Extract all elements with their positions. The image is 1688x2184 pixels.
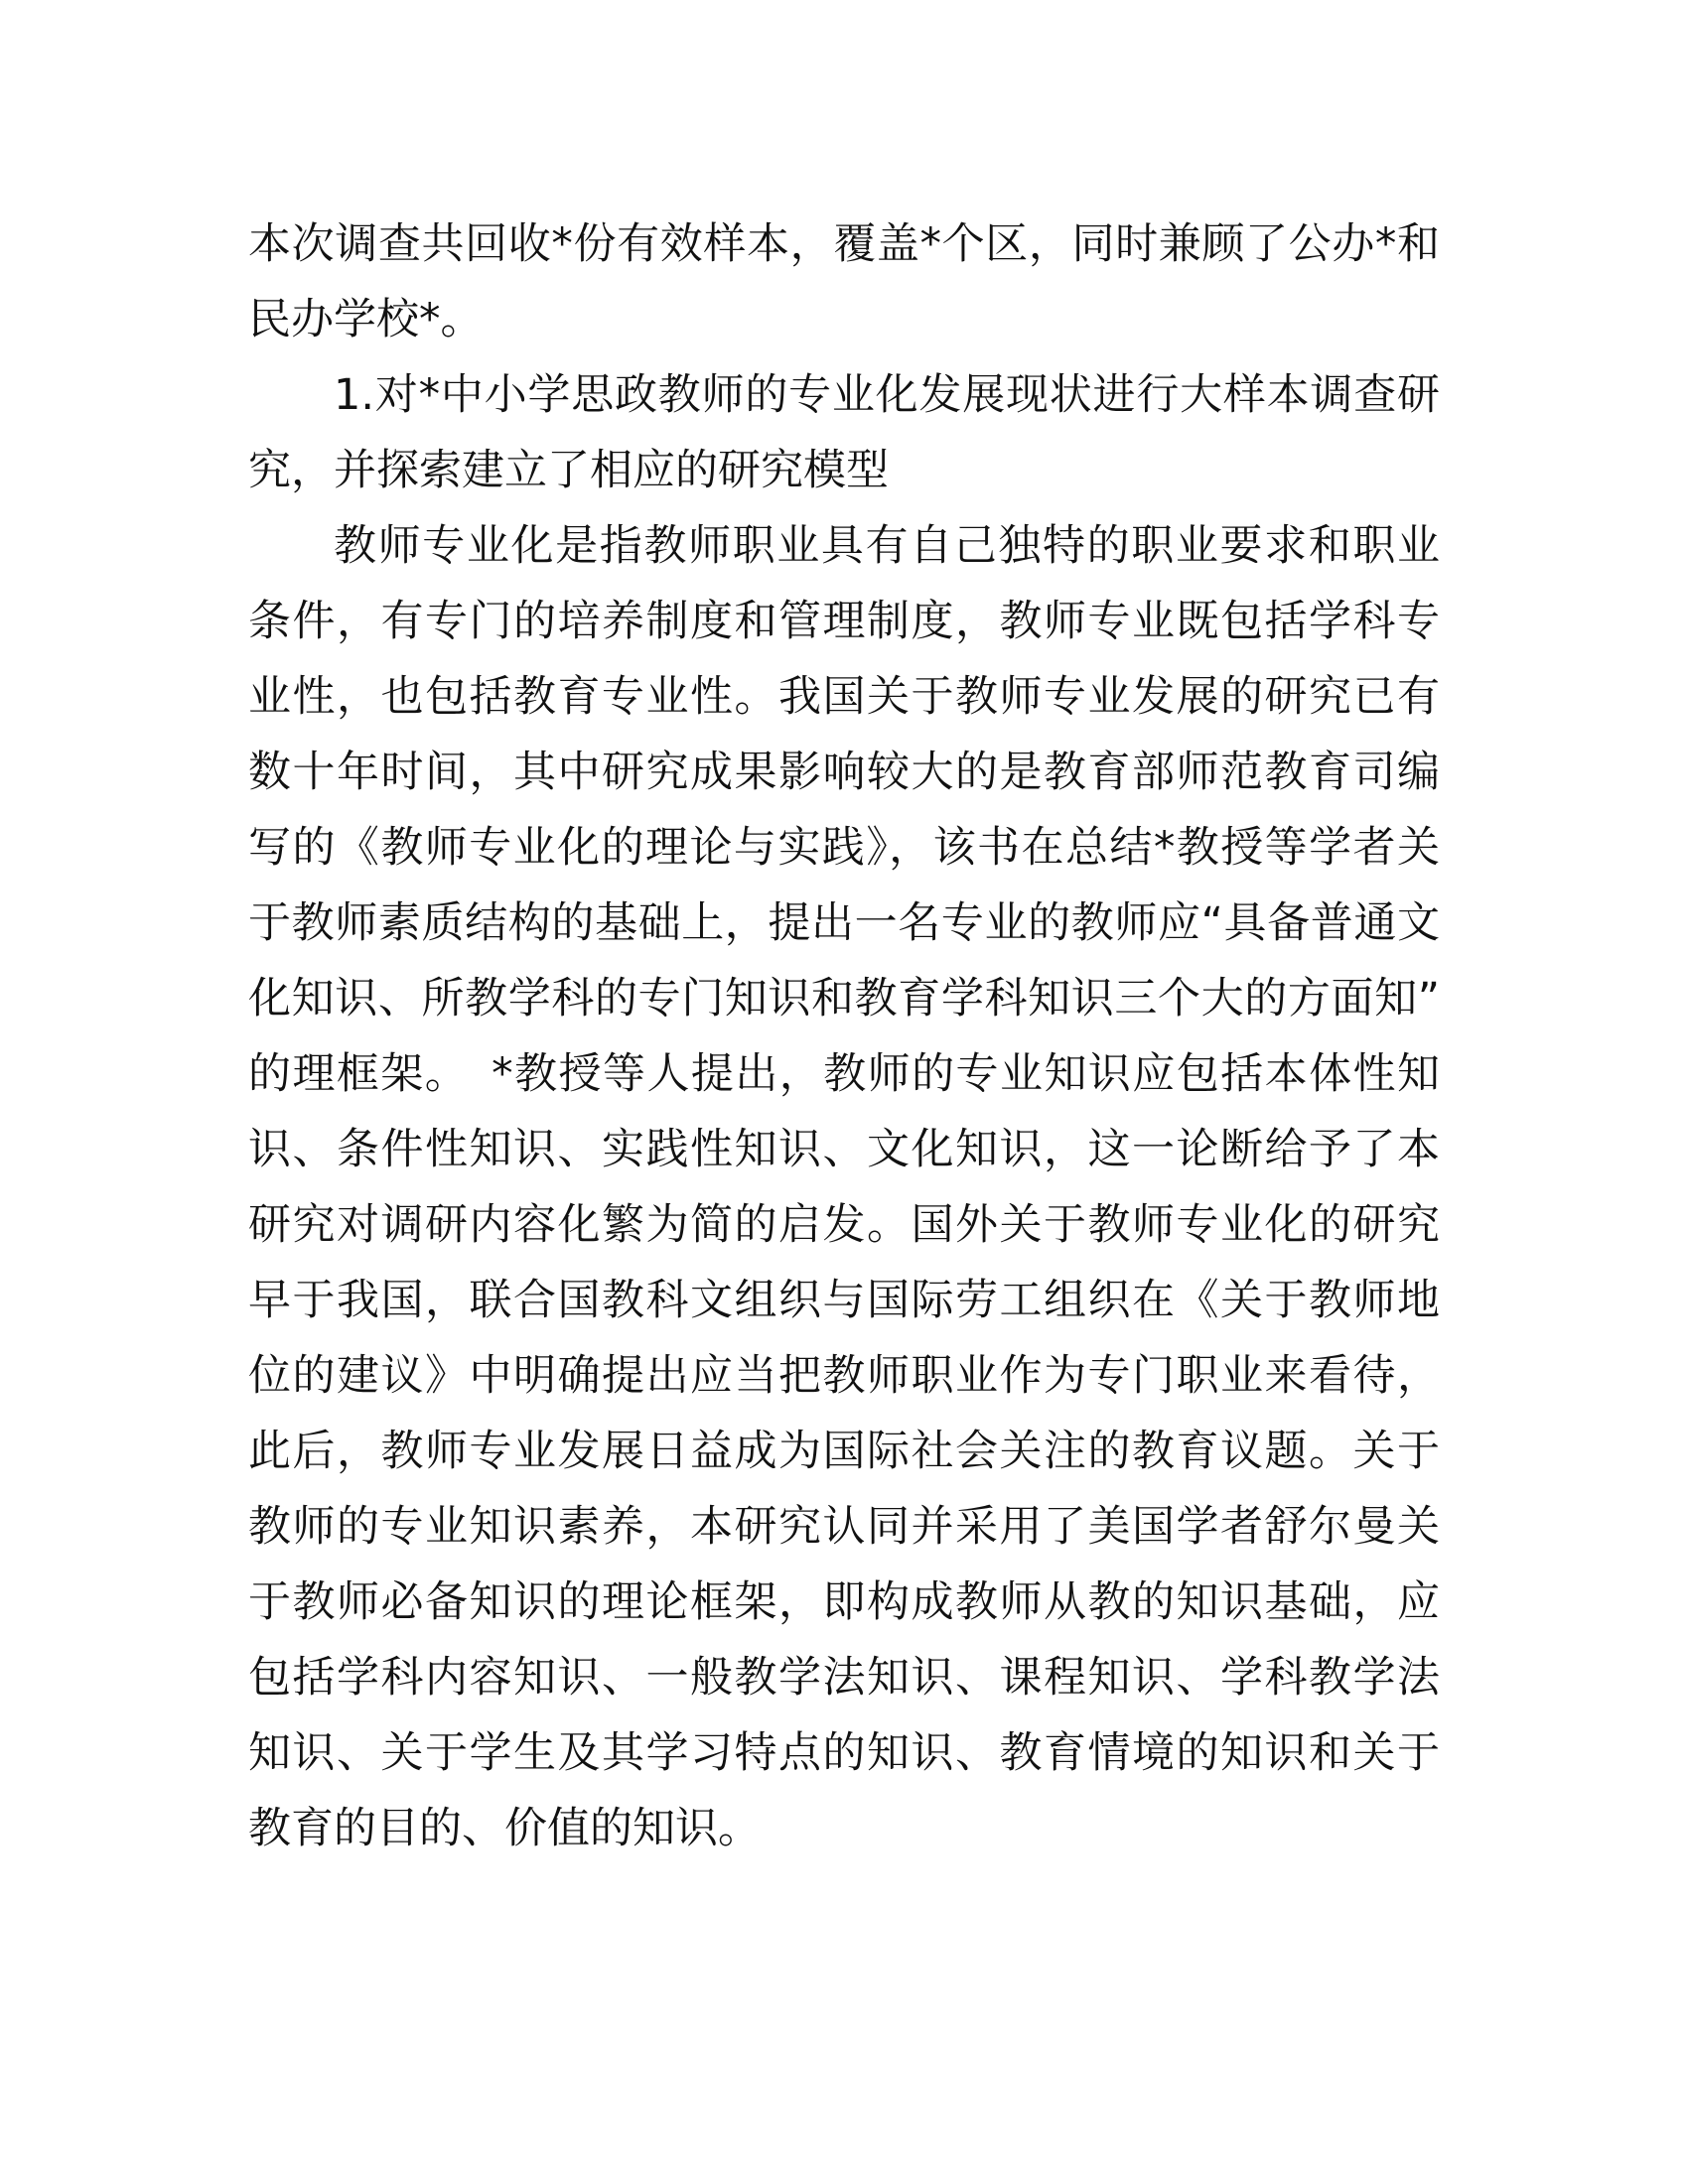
document-body — [248, 206, 1482, 1866]
paragraph-survey-summary: 本次调查共回收*份有效样本，覆盖*个区，同时兼顾了公办*和民办学校*。 — [248, 219, 1440, 344]
section-heading-1: 1.对*中小学思政教师的专业化发展现状进行大样本调查研究，并探索建立了相应的研究模型 — [248, 370, 1440, 495]
paragraph-teacher-professionalization: 教师专业化是指教师职业具有自己独特的职业要求和职业条件，有专门的培养制度和管理制度，教师专业既包括学科专业性，也包括教育专业性。我国关于教师专业发展的研究已有数十年时间，其中研究成果影响较大的是教育部师范教育司编写的《教师专业化的理论与实践》，该书在总结*教授等学者关于教师素质结构的基础上，提出一名专业的教师应“具备普通文化知识、所教学科的专门知识和教育学科知识三个大的方面知” 的理框架。 *教授等人提出，教师的专业知识应包括本体性知识、条件性知识、实践性知识、文化知识，这一论断给予了本研究对调研内容化繁为简的启发。国外关于教师专业化的研究早于我国，联合国教科文组织与国际劳工组织在《关于教师地位的建议》中明确提出应当把教师职业作为专门职业来看待，此后，教师专业发展日益成为国际社会关注的教育议题。关于教师的专业知识素养，本研究认同并采用了美国学者舒尔曼关于教师必备知识的理论框架，即构成教师从教的知识基础，应包括学科内容知识、一般教学法知识、课程知识、学科教学法知识、关于学生及其学习特点的知识、教育情境的知识和关于教育的目的、价值的知识。 — [248, 521, 1482, 1853]
